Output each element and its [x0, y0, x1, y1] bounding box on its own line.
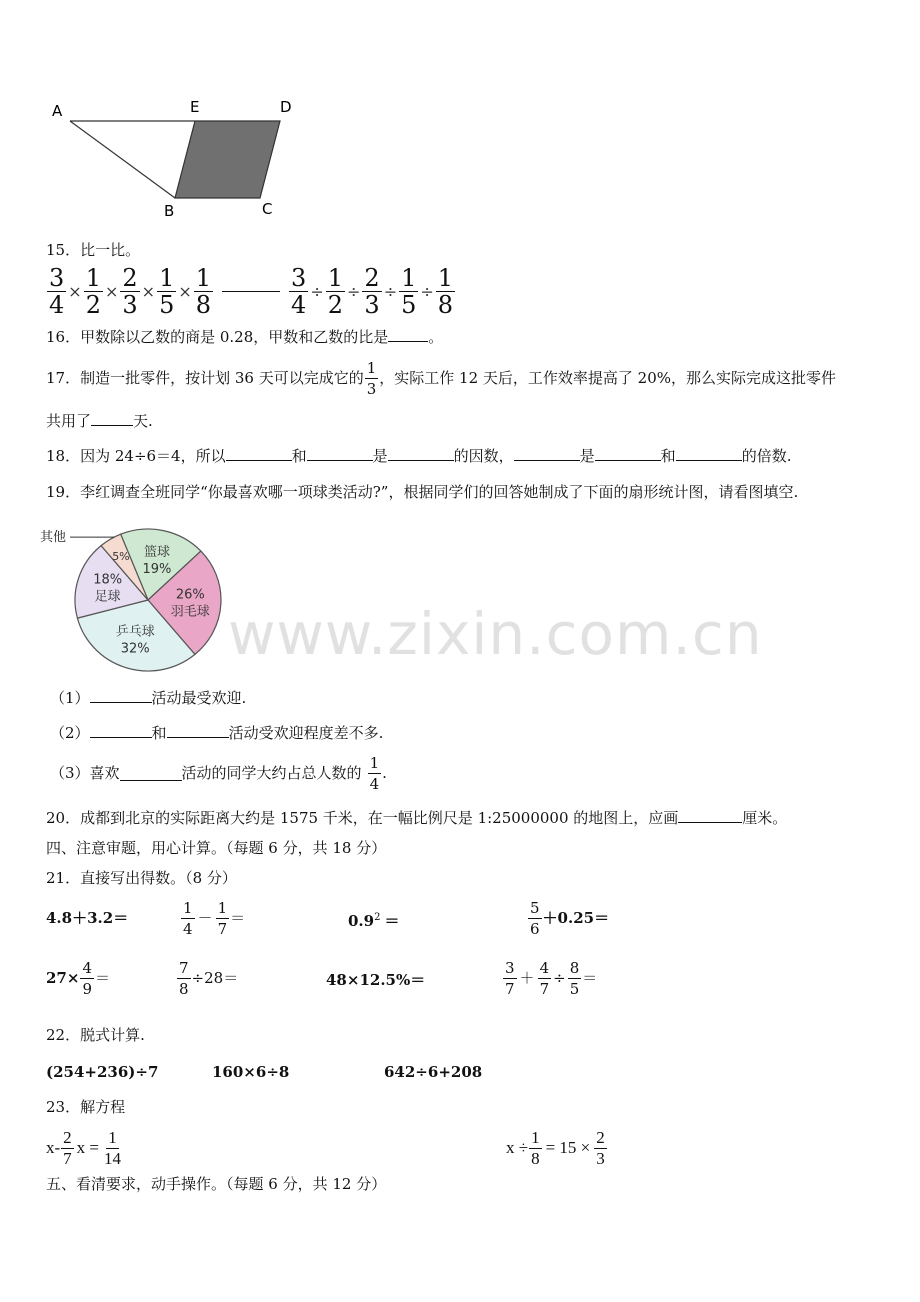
- q21-r1c2: $\frac{1}{4}$ － $\frac{1}{7}$ ＝: [183, 898, 246, 938]
- q18-blank-4[interactable]: [514, 446, 580, 461]
- q16-blank[interactable]: [388, 327, 428, 342]
- pie-label-0: 篮球: [143, 544, 170, 560]
- q19-sub3-frac: $\frac{1}{4}$: [369, 753, 380, 793]
- geometry-figure: [40, 95, 320, 225]
- q21-r2c4: $\frac{3}{7}$ ＋ $\frac{4}{7}$ ÷ $\frac{8}{5}$ ＝: [505, 958, 598, 998]
- q15-comparison: $\frac{3}{4}$ × $\frac{1}{2}$ × $\frac{2}{3}$ × $\frac{1}{5}$ × $\frac{1}{8}$ $\frac{3}{4}$ ÷ $\frac{1}{2}$ ÷ $\frac{2}{3}$ ÷ $\frac{1}{5}$ ÷ $\frac{1}{8}$: [49, 263, 454, 319]
- q15-left-frac-4: $\frac{1}{5}$: [159, 263, 175, 319]
- q21-r2c2: $\frac{7}{8}$ ÷28＝: [179, 958, 239, 998]
- q21-r1c3: $0.9^2$ ＝: [348, 912, 400, 930]
- q15-right-frac-4: $\frac{1}{5}$: [401, 263, 417, 319]
- q23-eq2: x ÷ $\frac{1}{8}$ = 15 × $\frac{2}{3}$: [506, 1127, 605, 1168]
- segment-ab: [70, 121, 175, 198]
- pie-label-1: 羽毛球: [170, 604, 210, 620]
- q19-title: 19．李红调查全班同学“你最喜欢哪一项球类活动?”，根据同学们的回答她制成了下面的扇形统计图，请看图填空.: [46, 483, 799, 501]
- q19-sub3: （3）喜欢 活动的同学大约占总人数的 $\frac{1}{4}$ .: [50, 753, 387, 793]
- q15-left-frac-3: $\frac{2}{3}$: [122, 263, 138, 319]
- q15-answer-blank[interactable]: [222, 291, 280, 292]
- q17-line2: 共用了 天.: [46, 412, 153, 430]
- q21-r2c1: 27× $\frac{4}{9}$ ＝: [46, 958, 111, 998]
- q19-sub2-blank-2[interactable]: [167, 723, 229, 738]
- label-e: E: [190, 98, 200, 116]
- shaded-parallelogram: [175, 121, 280, 198]
- q22-expr-2: 160×6÷8: [212, 1063, 290, 1081]
- q17-line1: 17．制造一批零件，按计划 36 天可以完成它的 $\frac{1}{3}$ ，实际工作 12 天后，工作效率提高了 20%，那么实际完成这批零件: [46, 358, 836, 398]
- q15-right-frac-2: $\frac{1}{2}$: [327, 263, 343, 319]
- q23-title: 23．解方程: [46, 1098, 126, 1116]
- q18: 18．因为 24÷6＝4，所以 和 是 的因数， 是 和 的倍数.: [46, 447, 792, 465]
- q18-blank-6[interactable]: [676, 446, 742, 461]
- label-c: C: [262, 200, 273, 218]
- pie-value-4: 5%: [112, 550, 130, 564]
- label-b: B: [164, 202, 175, 220]
- q20-blank[interactable]: [678, 808, 742, 823]
- q18-blank-2[interactable]: [307, 446, 373, 461]
- q17-blank[interactable]: [91, 411, 133, 426]
- pie-label-2: 乒乓球: [115, 624, 155, 640]
- pie-chart: [38, 522, 223, 677]
- q15-left-frac-2: $\frac{1}{2}$: [85, 263, 101, 319]
- q21-r1c4: $\frac{5}{6}$ ＋0.25＝: [530, 898, 610, 938]
- q15-right-frac-1: $\frac{3}{4}$: [291, 263, 307, 319]
- q20: 20．成都到北京的实际距离大约是 1575 千米，在一幅比例尺是 1:25000000 的地图上，应画 厘米。: [46, 809, 788, 827]
- q15-title: 15．比一比。: [46, 241, 141, 259]
- section5-heading: 五、看清要求，动手操作。（每题 6 分，共 12 分）: [46, 1175, 387, 1193]
- q21-title: 21．直接写出得数。（8 分）: [46, 869, 237, 887]
- q15-left-frac-5: $\frac{1}{8}$: [195, 263, 212, 319]
- pie-callout-label: 其他: [40, 530, 67, 546]
- q17-frac: $\frac{1}{3}$: [366, 358, 377, 398]
- q22-expr-3: 642÷6+208: [384, 1063, 483, 1081]
- pie-value-3: 18%: [93, 572, 123, 588]
- q19-sub1: （1） 活动最受欢迎.: [50, 689, 247, 707]
- q22-title: 22．脱式计算.: [46, 1026, 145, 1044]
- pie-value-2: 32%: [120, 641, 150, 657]
- q18-blank-3[interactable]: [388, 446, 454, 461]
- q19-sub1-blank[interactable]: [90, 688, 152, 703]
- section4-heading: 四、注意审题，用心计算。（每题 6 分，共 18 分）: [46, 839, 387, 857]
- pie-value-0: 19%: [142, 561, 172, 577]
- label-a: A: [52, 102, 63, 120]
- watermark: www.zixin.com.cn: [228, 600, 763, 668]
- q15-right-frac-5: $\frac{1}{8}$: [437, 263, 454, 319]
- q19-sub3-blank[interactable]: [120, 766, 182, 781]
- q15-left-frac-1: $\frac{3}{4}$: [49, 263, 65, 319]
- q19-sub2-blank-1[interactable]: [90, 723, 152, 738]
- q21-r1c1: 4.8＋3.2＝: [46, 909, 129, 927]
- label-d: D: [280, 98, 292, 116]
- pie-value-1: 26%: [175, 587, 205, 603]
- q22-expr-1: (254+236)÷7: [46, 1063, 159, 1081]
- q23-eq1: x- $\frac{2}{7}$ x = $\frac{1}{14}$: [46, 1127, 122, 1168]
- q19-sub2: （2） 和 活动受欢迎程度差不多.: [50, 724, 384, 742]
- q15-right-frac-3: $\frac{2}{3}$: [364, 263, 380, 319]
- q18-blank-5[interactable]: [595, 446, 661, 461]
- q16: 16．甲数除以乙数的商是 0.28，甲数和乙数的比是 。: [46, 328, 444, 346]
- q18-blank-1[interactable]: [226, 446, 292, 461]
- pie-label-3: 足球: [94, 589, 121, 605]
- q21-r2c3: 48×12.5%＝: [326, 971, 426, 989]
